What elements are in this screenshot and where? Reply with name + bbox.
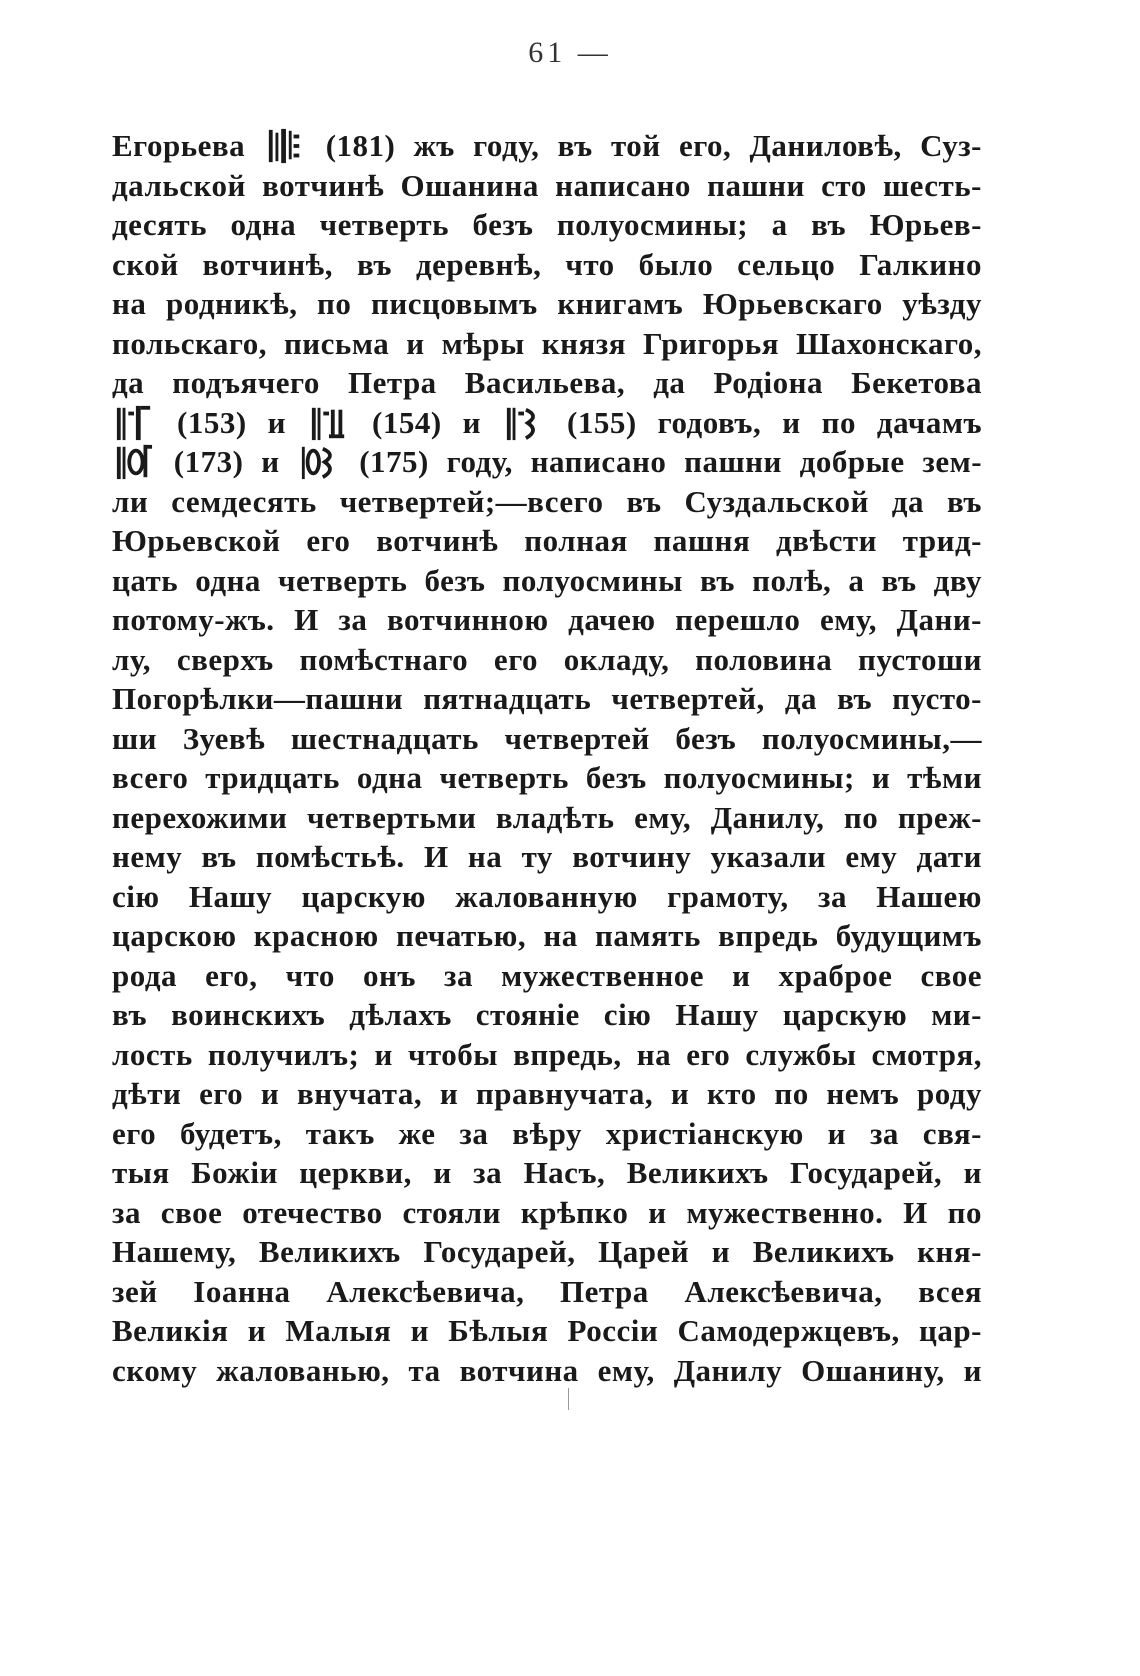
line-9-m1: (173) и: [173, 444, 280, 479]
text-line-10: ли семдесять четвертей;—всего въ Суздальской да въ: [112, 483, 982, 519]
line-1-post: (181) жъ году, въ той его, Даниловѣ, Суз-: [325, 128, 983, 163]
text-line-17: всего тридцать одна четверть безъ полуосмины; и тѣми: [112, 760, 982, 795]
text-line-3: десять одна четверть безъ полуосмины; а въ Юрьев-: [112, 207, 982, 242]
slavonic-numeral-154-icon: [309, 404, 349, 442]
slavonic-numeral-155-icon: [504, 404, 544, 442]
text-line-2: дальской вотчинѣ Ошанина написано пашни сто шесть-: [112, 167, 982, 203]
text-line-19: нему въ помѣстьѣ. И на ту вотчину указали ему дати: [112, 839, 982, 874]
text-line-27: тыя Божіи церкви, и за Насъ, Великихъ Государей, и: [112, 1155, 982, 1190]
text-line-22: рода его, что онъ за мужественное и храброе свое: [112, 957, 982, 993]
line-8-n1: (153) и: [177, 404, 286, 440]
text-line-9: [112, 442, 982, 482]
page-number-header: 61 —: [528, 36, 612, 69]
text-line-24: лость получилъ; и чтобы впредь, на его службы смотря,: [112, 1036, 982, 1072]
slavonic-numeral-153-icon: [114, 404, 154, 442]
text-line-1: [112, 126, 982, 166]
text-line-29: Нашему, Великихъ Государей, Царей и Великихъ кня-: [112, 1234, 982, 1269]
line-1-pre: Егорьева: [112, 128, 246, 163]
text-line-31: Великія и Малыя и Бѣлыя Россіи Самодержцевъ, цар-: [112, 1313, 982, 1348]
text-line-4: ской вотчинѣ, въ деревнѣ, что было сельцо Галкино: [112, 246, 982, 282]
text-line-18: перехожими четвертьми владѣть ему, Данилу, по преж-: [112, 799, 982, 835]
line-8-n3: (155) годовъ, и по дачамъ: [567, 404, 983, 440]
document-body: [112, 126, 982, 1390]
text-line-16: ши Зуевѣ шестнадцать четвертей безъ полуосмины,—: [112, 720, 982, 756]
text-line-7: да подъячего Петра Васильева, да Родіона Бекетова: [112, 365, 982, 400]
stray-mark: [568, 1388, 569, 1410]
slavonic-numeral-181-icon: [265, 127, 305, 165]
text-line-13: потому-жъ. И за вотчинною дачею перешло ему, Дани-: [112, 602, 982, 637]
text-line-14: лу, сверхъ помѣстнаго его окладу, половина пустоши: [112, 641, 982, 677]
text-line-11: Юрьевской его вотчинѣ полная пашня двѣсти трид-: [112, 523, 982, 558]
text-line-23: въ воинскихъ дѣлахъ стояніе сію Нашу царскую ми-: [112, 997, 982, 1032]
text-line-20: сію Нашу царскую жалованную грамоту, за Нашею: [112, 878, 982, 914]
text-line-21: царскою красною печатью, на память впредь будущимъ: [112, 918, 982, 953]
text-line-15: Погорѣлки—пашни пятнадцать четвертей, да въ пусто-: [112, 681, 982, 716]
text-line-32: скому жалованью, та вотчина ему, Данилу Ошанину, и: [112, 1352, 982, 1388]
text-line-6: польскаго, письма и мѣры князя Григорья Шахонскаго,: [112, 325, 982, 361]
text-line-26: его будетъ, такъ же за вѣру христіанскую и за свя-: [112, 1115, 982, 1151]
text-line-25: дѣти его и внучата, и правнучата, и кто по немъ роду: [112, 1076, 982, 1111]
text-line-8: [112, 403, 982, 443]
line-9-m2: (175) году, написано пашни добрые зем-: [359, 444, 983, 479]
slavonic-numeral-173-icon: [114, 443, 154, 481]
text-line-12: цать одна четверть безъ полуосмины въ полѣ, а въ дву: [112, 562, 982, 598]
text-line-5: на родникѣ, по писцовымъ книгамъ Юрьевскаго уѣзду: [112, 286, 982, 321]
slavonic-numeral-175-icon: [299, 443, 339, 481]
text-line-30: зей Іоанна Алексѣевича, Петра Алексѣевича, всея: [112, 1273, 982, 1309]
text-line-28: за свое отечество стояли крѣпко и мужественно. И по: [112, 1194, 982, 1230]
line-8-n2: (154) и: [372, 404, 481, 440]
